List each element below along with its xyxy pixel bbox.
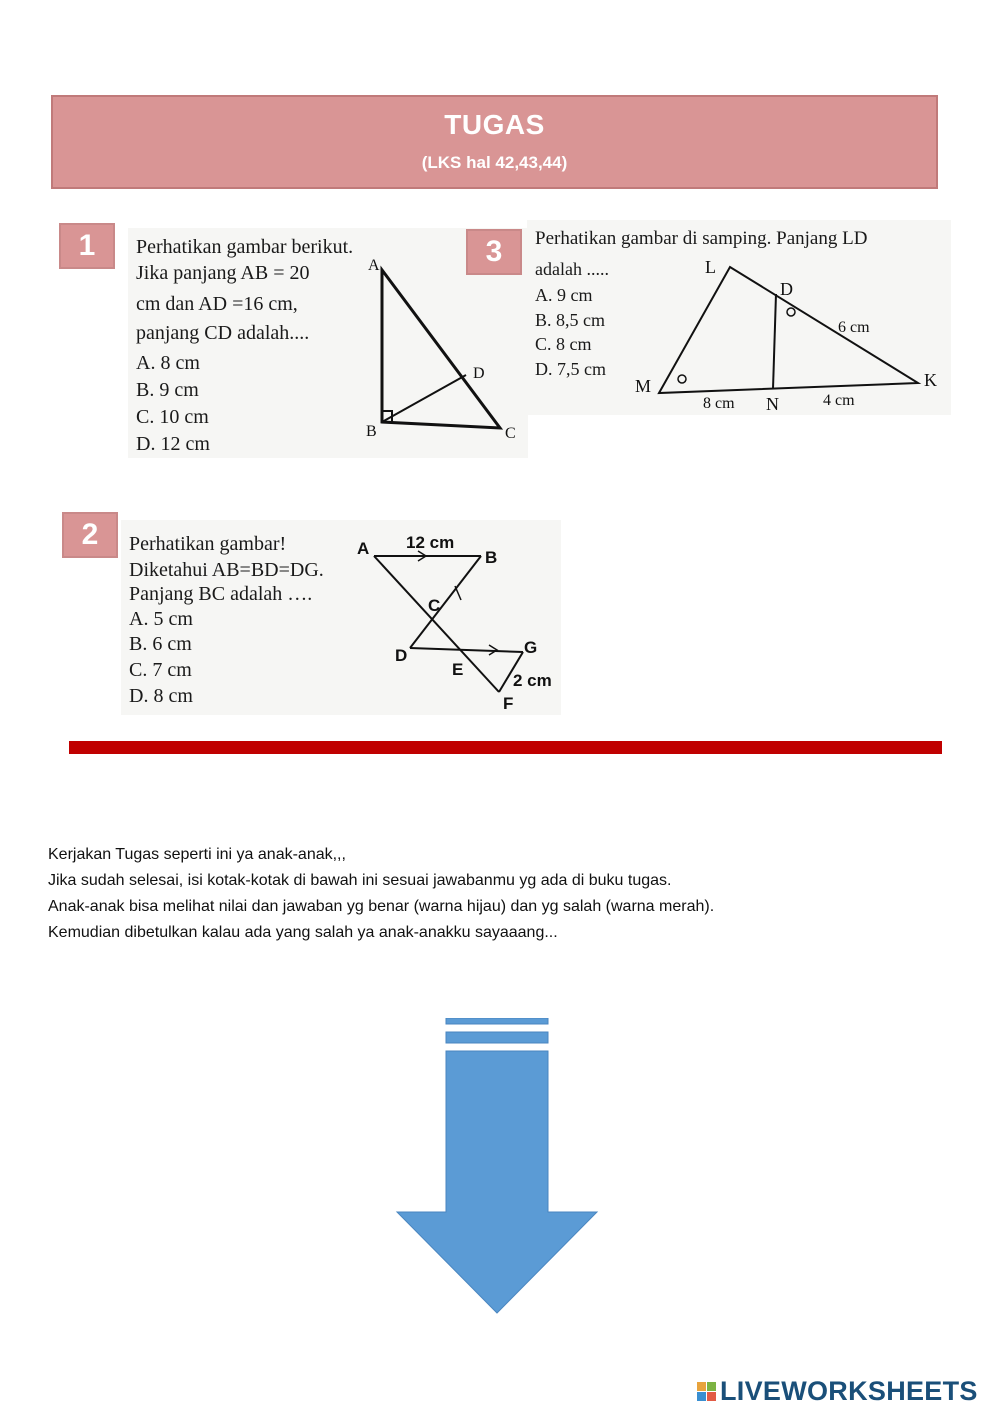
q3-length-dk: 6 cm [838,319,870,336]
q2-line-1: Perhatikan gambar! [129,533,287,555]
page-title: TUGAS [444,109,545,140]
q1-label-d: D [473,365,485,382]
page-subtitle: (LKS hal 42,43,44) [421,153,568,172]
q1-option-b: B. 9 cm [136,379,199,401]
question-number-3: 3 [466,229,522,275]
q2-label-c: C [428,596,441,615]
q3-option-a: A. 9 cm [535,285,593,305]
q1-line-3: cm dan AD =16 cm, [136,293,298,315]
instructions-block [48,842,714,946]
instruction-line-2: Jika sudah selesai, isi kotak-kotak di bawah ini sesuai jawabanmu yg ada di buku tugas. [48,872,672,889]
question-number-2: 2 [62,512,118,558]
q2-length-gf: 2 cm [513,671,552,690]
q2-label-d: D [395,646,408,665]
q2-option-a: A. 5 cm [129,608,193,630]
liveworksheets-logo [697,1376,978,1407]
q1-line-1: Perhatikan gambar berikut. [136,236,354,258]
down-arrow-icon [395,1018,599,1316]
q3-label-n: N [766,394,779,414]
q3-label-d: D [780,279,793,299]
q2-option-b: B. 6 cm [129,633,192,655]
q3-option-c: C. 8 cm [535,334,592,354]
q1-option-a: A. 8 cm [136,352,200,374]
question-3-scan [527,220,951,415]
q2-option-d: D. 8 cm [129,685,193,707]
q2-length-ab: 12 cm [406,533,455,552]
q3-length-mn: 8 cm [703,395,735,412]
question-2-scan [121,520,561,715]
instruction-line-1: Kerjakan Tugas seperti ini ya anak-anak,,, [48,846,346,863]
q3-line-1: Perhatikan gambar di samping. Panjang LD [535,228,868,249]
section-divider [69,741,942,754]
q2-line-2: Diketahui AB=BD=DG. [129,559,324,581]
q3-option-b: B. 8,5 cm [535,310,605,330]
q3-label-m: M [635,376,652,396]
q2-label-e: E [452,660,464,679]
q1-label-b: B [366,423,377,440]
question-number-1: 1 [59,223,115,269]
worksheet-header [51,95,938,189]
instruction-line-4: Kemudian dibetulkan kalau ada yang salah ya anak-anakku sayaaang... [48,924,558,941]
q2-label-g: G [524,638,538,657]
logo-mark-icon [697,1382,716,1401]
q2-label-b: B [485,548,498,567]
q2-similar-triangles-figure [121,520,561,715]
q1-line-2: Jika panjang AB = 20 [136,262,310,284]
q3-label-k: K [924,370,937,390]
q3-option-d: D. 7,5 cm [535,359,606,379]
q2-option-c: C. 7 cm [129,659,192,681]
q3-label-l: L [705,257,716,277]
q2-label-f: F [503,694,514,713]
q1-label-a: A [368,257,380,274]
q1-option-d: D. 12 cm [136,433,210,455]
q2-label-a: A [357,539,370,558]
q1-line-4: panjang CD adalah.... [136,322,310,344]
q2-line-3: Panjang BC adalah …. [129,583,313,605]
q3-line-2: adalah ..... [535,259,609,279]
q1-option-c: C. 10 cm [136,406,209,428]
logo-text: LIVEWORKSHEETS [720,1376,978,1406]
q3-length-nk: 4 cm [823,392,855,409]
q1-label-c: C [505,425,516,442]
q3-triangle-figure [527,220,951,415]
instruction-line-3: Anak-anak bisa melihat nilai dan jawaban yg benar (warna hijau) dan yg salah (warna merah). [48,898,715,915]
